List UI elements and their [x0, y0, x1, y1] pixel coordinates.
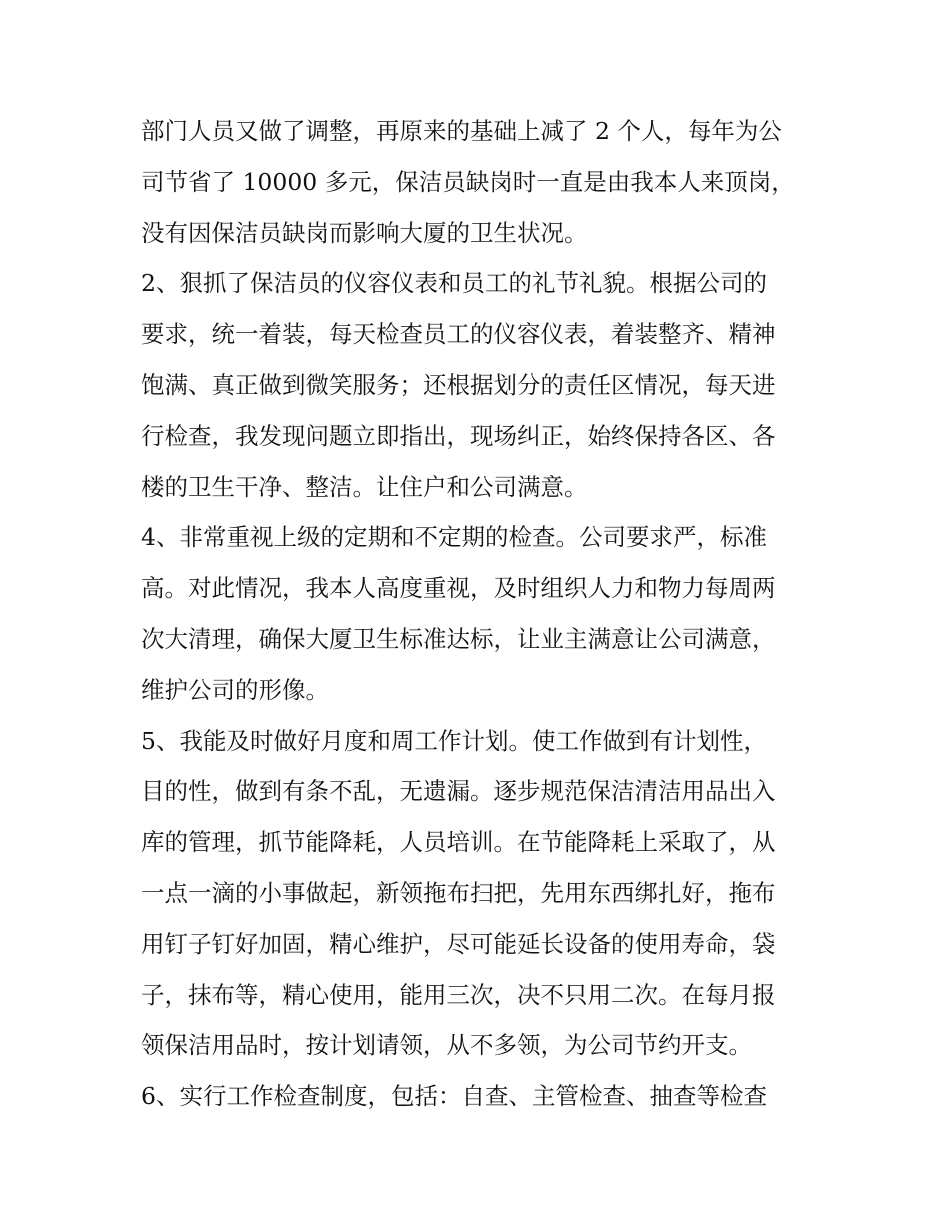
text-line: 2、狠抓了保洁员的仪容仪表和员工的礼节礼貌。根据公司的 [141, 269, 767, 298]
document-body [141, 106, 821, 1122]
text-line: 维护公司的形像。 [141, 675, 329, 704]
text-line: 要求，统一着装，每天检查员工的仪容仪表，着装整齐、精神 [141, 320, 776, 349]
text-line: 没有因保洁员缺岗而影响大厦的卫生状况。 [141, 218, 588, 247]
text-line: 高。对此情况，我本人高度重视，及时组织人力和物力每周两 [141, 574, 776, 603]
text-line: 5、我能及时做好月度和周工作计划。使工作做到有计划性， [141, 726, 767, 755]
text-line: 用钉子钉好加固，精心维护，尽可能延长设备的使用寿命，袋 [141, 929, 776, 958]
text-line: 目的性，做到有条不乱，无遗漏。逐步规范保洁清洁用品出入 [141, 777, 776, 806]
text-line: 部门人员又做了调整，再原来的基础上减了 2 个人，每年为公 [141, 117, 782, 145]
text-line: 4、非常重视上级的定期和不定期的检查。公司要求严，标准 [141, 523, 767, 552]
text-line: 一点一滴的小事做起，新领拖布扫把，先用东西绑扎好，拖布 [141, 878, 776, 907]
text-line: 饱满、真正做到微笑服务；还根据划分的责任区情况，每天进 [141, 370, 776, 399]
text-line: 楼的卫生干净、整洁。让住户和公司满意。 [141, 472, 588, 501]
text-line: 库的管理，抓节能降耗，人员培训。在节能降耗上采取了，从 [141, 828, 776, 857]
text-line: 司节省了 10000 多元，保洁员缺岗时一直是由我本人来顶岗， [141, 167, 795, 196]
text-line: 子，抹布等，精心使用，能用三次，决不只用二次。在每月报 [141, 980, 776, 1009]
text-line: 次大清理，确保大厦卫生标准达标，让业主满意让公司满意， [141, 624, 776, 653]
text-line: 行检查，我发现问题立即指出，现场纠正，始终保持各区、各 [141, 421, 776, 450]
text-line: 6、实行工作检查制度，包括：自查、主管检查、抽查等检查 [141, 1082, 767, 1111]
text-line: 领保洁用品时，按计划请领，从不多领，为公司节约开支。 [141, 1031, 752, 1060]
